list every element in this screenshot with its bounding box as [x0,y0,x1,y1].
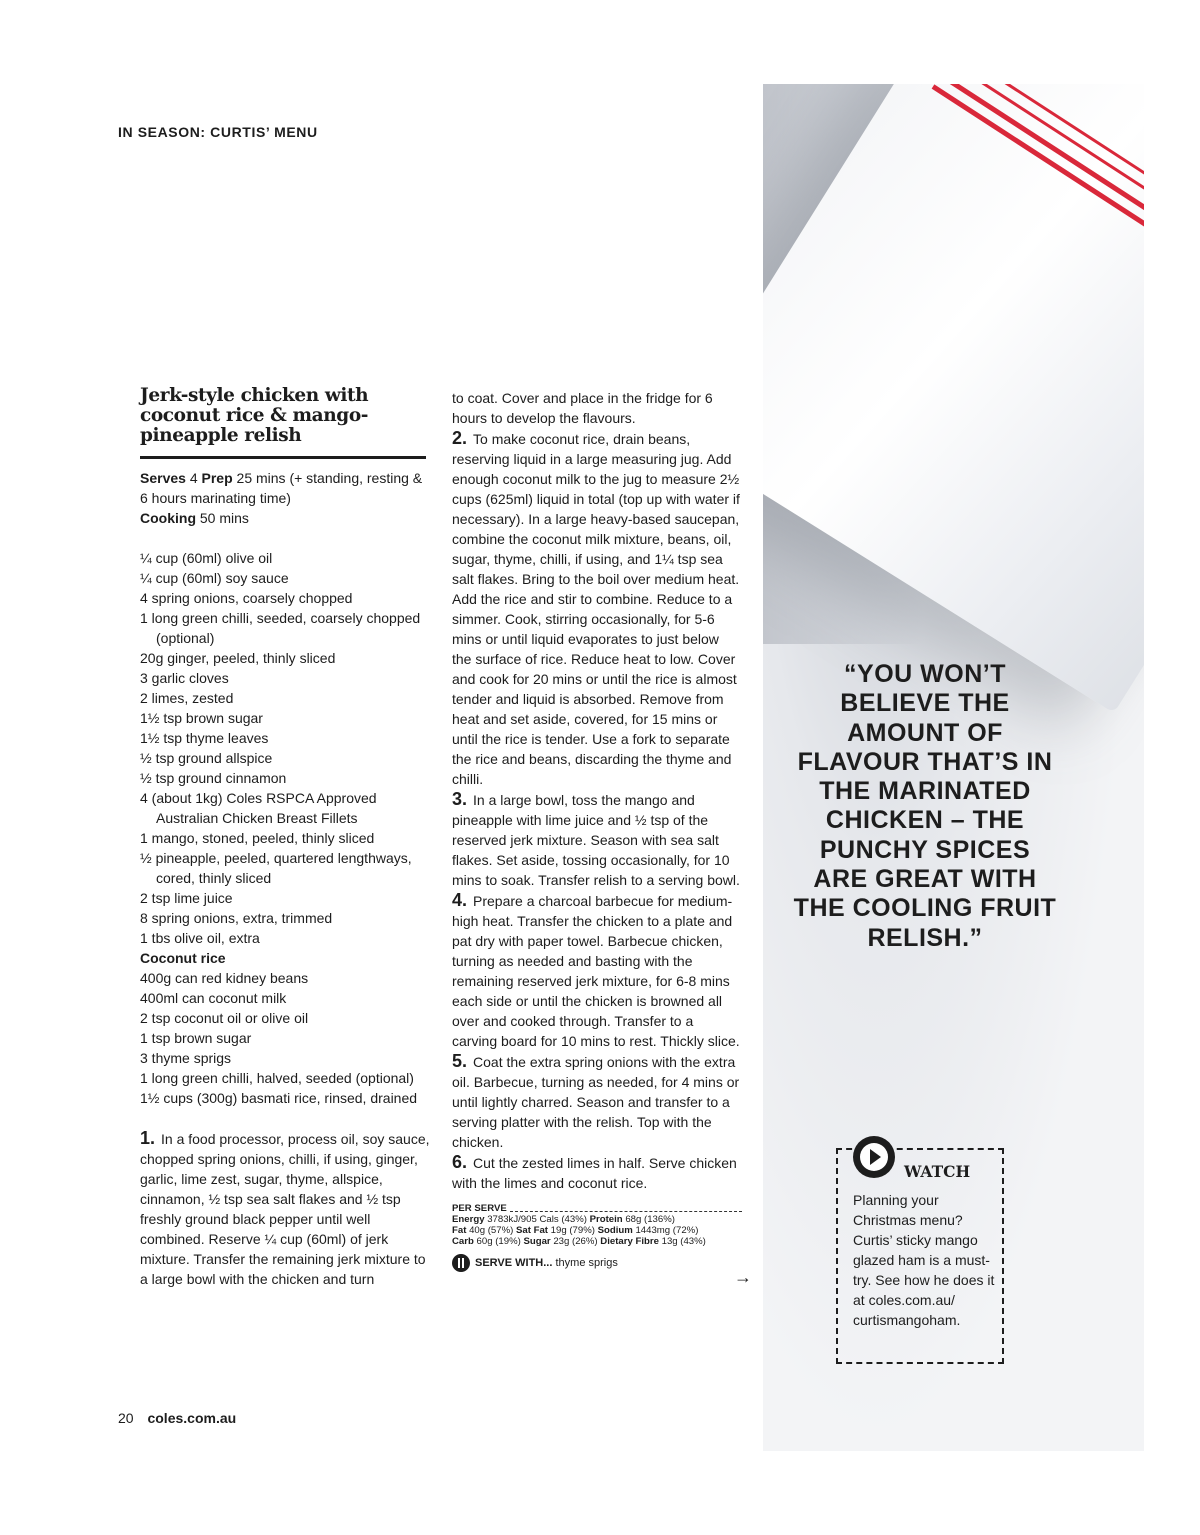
fat-value: 40g (57%) [469,1225,514,1236]
step-text: Prepare a charcoal barbecue for medium-high heat. Transfer the chicken to a plate and pat dry with paper towel. Barbecue chicken, turning as needed and basting with the remaining reserved jerk mixture, for 6-8 mins each side or until the chicken is browned all over and cooked through. Transfer to a carving board for 10 mins to rest. Thickly slice. [452,893,740,1049]
fibre-label: Dietary Fibre [600,1236,659,1247]
ingredient-item: 400g can red kidney beans [140,970,309,986]
per-serve-label: PER SERVE [452,1203,507,1214]
ingredient-list [140,548,430,1108]
step-text: Cut the zested limes in half. Serve chicken with the limes and coconut rice. [452,1155,737,1191]
nutrition-line [452,1225,742,1236]
ingredient-item: 1½ tsp brown sugar [140,710,263,726]
ingredient-item: 2 tsp lime juice [140,890,233,906]
ingredient-item: 2 limes, zested [140,690,234,706]
energy-value: 3783kJ/905 Cals (43%) [487,1214,587,1225]
pull-quote: “YOU WON’T BELIEVE THE AMOUNT OF FLAVOUR THAT’S IN THE MARINATED CHICKEN – THE PUNCHY SPICES ARE GREAT WITH THE COOLING FRUIT RELISH.” [793,660,1057,952]
serves-label: Serves [140,470,186,486]
serve-with-label: SERVE WITH... [475,1257,553,1269]
fibre-value: 13g (43%) [661,1236,706,1247]
watch-text: Planning your Christmas menu? Curtis’ sticky mango glazed ham is a must-try. See how he does it at coles.com.au/ curtismangoham. [853,1192,995,1328]
recipe-meta [140,468,430,528]
step-text: to coat. Cover and place in the fridge for 6 hours to develop the flavours. [452,390,713,426]
step-number: 1. [140,1128,156,1148]
play-icon[interactable] [853,1136,895,1178]
cooking-label: Cooking [140,510,196,526]
method-step [452,789,742,890]
serves-value: 4 [189,470,198,486]
step-number: 2. [452,428,468,448]
sat-fat-label: Sat Fat [516,1225,548,1236]
column-left [140,468,430,1289]
sodium-label: Sodium [597,1225,633,1236]
column-middle [452,388,742,1273]
sat-fat-value: 19g (79%) [550,1225,595,1236]
method-step-continued [452,388,742,428]
ingredient-item: 1 long green chilli, halved, seeded (optional) [140,1070,414,1086]
footer [118,1410,236,1426]
ingredient-item: 1 long green chilli, seeded, coarsely chopped (optional) [140,610,421,646]
nutrition-line [452,1214,742,1225]
sugar-label: Sugar [523,1236,551,1247]
energy-label: Energy [452,1214,485,1225]
ingredient-item: ¼ cup (60ml) olive oil [140,550,273,566]
per-serve-panel [452,1203,742,1247]
serve-with [452,1253,742,1273]
ingredient-item: 400ml can coconut milk [140,990,287,1006]
recipe-title: Jerk-style chicken with coconut rice & mango-pineapple relish [140,386,426,459]
sugar-value: 23g (26%) [553,1236,598,1247]
ingredient-item: 1 mango, stoned, peeled, thinly sliced [140,830,375,846]
ingredient-item: 1½ tsp thyme leaves [140,730,269,746]
site-link[interactable]: coles.com.au [147,1410,237,1426]
sodium-value: 1443mg (72%) [635,1225,699,1236]
protein-label: Protein [589,1214,623,1225]
serve-with-value: thyme sprigs [555,1257,618,1269]
prep-label: Prep [201,470,233,486]
step-number: 4. [452,890,468,910]
dashed-rule [510,1211,742,1212]
ingredient-item: 1½ cups (300g) basmati rice, rinsed, drained [140,1090,418,1106]
method-step [452,890,742,1051]
ingredient-item: 2 tsp coconut oil or olive oil [140,1010,309,1026]
nutrition-line [452,1236,742,1247]
carb-value: 60g (19%) [476,1236,521,1247]
method-step [452,1051,742,1152]
cutlery-icon [452,1254,470,1272]
step-text: In a large bowl, toss the mango and pineapple with lime juice and ½ tsp of the reserved jerk mixture. Season with sea salt flakes. Set aside, tossing occasionally, for 10 mins to soak. Transfer relish to a serving bowl. [452,792,740,888]
step-text: In a food processor, process oil, soy sauce, chopped spring onions, chilli, if using, ginger, garlic, lime zest, sugar, thyme, allspice, cinnamon, ½ tsp sea salt flakes and ½ tsp freshly ground black pepper until well combined. Reserve ¼ cup (60ml) of jerk mixture. Transfer the remaining jerk mixture to a large bowl with the chicken and turn [140,1131,430,1287]
method-step [140,1128,430,1289]
cooking-value: 50 mins [199,510,249,526]
section-label: IN SEASON: CURTIS’ MENU [118,124,318,140]
ingredient-item: ½ pineapple, peeled, quartered lengthways, cored, thinly sliced [140,850,412,886]
ingredient-item: ½ tsp ground cinnamon [140,770,287,786]
watch-label: WATCH [904,1162,971,1181]
step-text: Coat the extra spring onions with the extra oil. Barbecue, turning as needed, for 4 mins or until lightly charred. Season and transfer to a serving platter with the relish. Top with the chicken. [452,1054,740,1150]
ingredient-item: 4 spring onions, coarsely chopped [140,590,353,606]
step-number: 3. [452,789,468,809]
arrow-right-icon: → [734,1267,752,1287]
page-number: 20 [118,1410,134,1426]
ingredient-item: 8 spring onions, extra, trimmed [140,910,333,926]
carb-label: Carb [452,1236,474,1247]
ingredient-item: 3 garlic cloves [140,670,229,686]
fat-label: Fat [452,1225,467,1236]
ingredient-item: 1 tbs olive oil, extra [140,930,260,946]
watch-box [836,1148,1004,1364]
ingredient-item: 4 (about 1kg) Coles RSPCA Approved Australian Chicken Breast Fillets [140,790,377,826]
coconut-rice-heading: Coconut rice [140,950,226,966]
method-step [452,428,742,789]
ingredient-item: ¼ cup (60ml) soy sauce [140,570,289,586]
ingredient-item: 20g ginger, peeled, thinly sliced [140,650,336,666]
step-number: 6. [452,1152,468,1172]
step-text: To make coconut rice, drain beans, reserving liquid in a large measuring jug. Add enough coconut milk to the jug to measure 2½ cups (625ml) liquid in total (top up with water if necessary). In a large heavy-based saucepan, combine the coconut milk mixture, beans, oil, sugar, thyme, chilli, if using, and 1¼ tsp sea salt flakes. Bring to the boil over medium heat. Add the rice and stir to combine. Reduce to a simmer. Cook, stirring occasionally, for 5-6 mins or until liquid evaporates to just below the surface of rice. Reduce heat to low. Cover and cook for 20 mins or until the rice is almost tender and liquid is absorbed. Remove from heat and set aside, covered, for 15 mins or until the rice is tender. Use a fork to separate the rice and beans, discarding the thyme and chilli. [452,431,740,787]
method-step [452,1152,742,1193]
ingredient-item: ½ tsp ground allspice [140,750,273,766]
ingredient-item: 1 tsp brown sugar [140,1030,252,1046]
ingredient-item: 3 thyme sprigs [140,1050,232,1066]
protein-value: 68g (136%) [625,1214,675,1225]
step-number: 5. [452,1051,468,1071]
prep-value: 25 mins (+ standing, resting & 6 hours marinating time) [140,470,423,506]
